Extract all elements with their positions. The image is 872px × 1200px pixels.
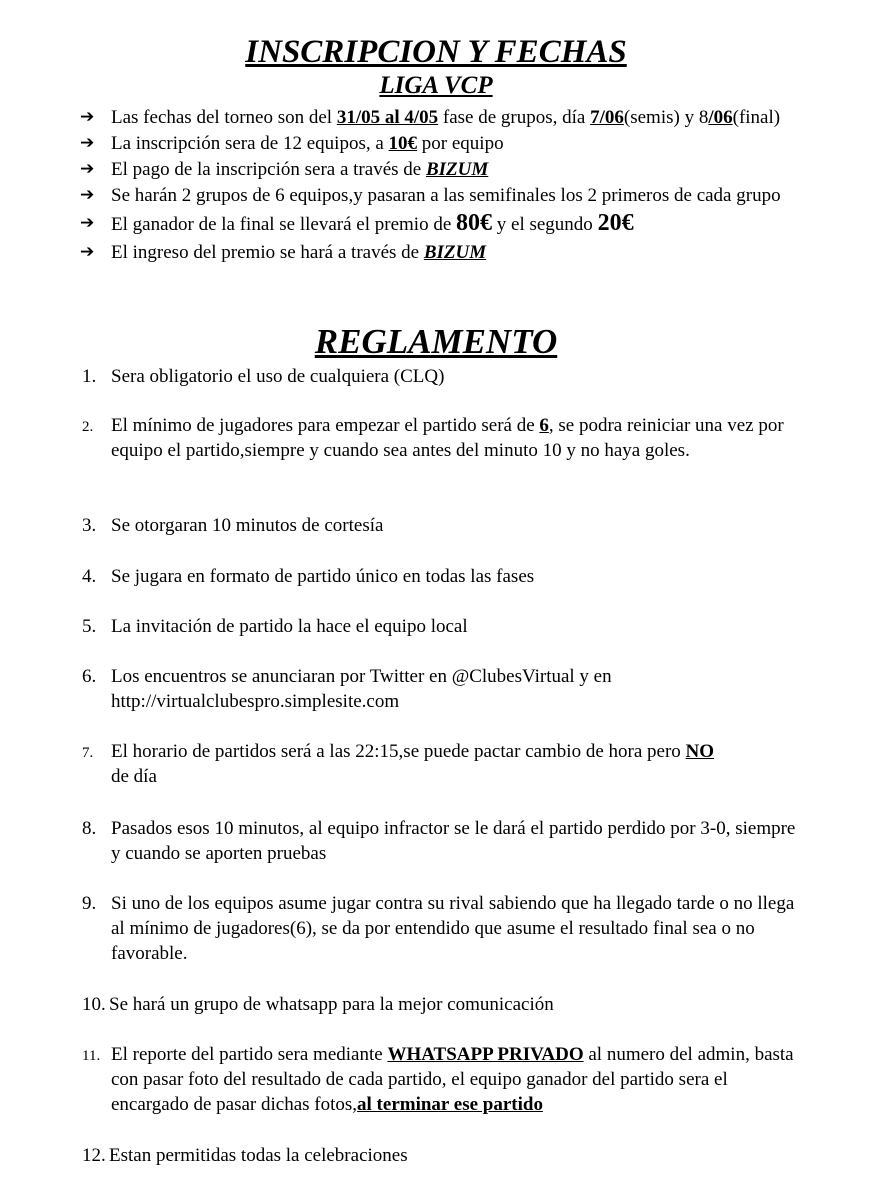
list-item: ➔ El ingreso del premio se hará a través de BIZUM — [80, 242, 487, 263]
info-list — [80, 105, 800, 266]
arrow-right-icon: ➔ — [80, 159, 95, 179]
rule-item-3: 3. Se otorgaran 10 minutos de cortesía — [82, 515, 384, 536]
rule-item-12: 12. Estan permitidas todas la celebraciones — [82, 1145, 408, 1166]
arrow-right-icon: ➔ — [80, 185, 95, 205]
arrow-right-icon: ➔ — [80, 133, 95, 153]
arrow-right-icon: ➔ — [80, 107, 95, 127]
list-item: ➔ El ganador de la final se llevará el premio de 80€ y el segundo 20€ — [80, 210, 634, 236]
list-item: ➔ El pago de la inscripción sera a través de BIZUM — [80, 159, 489, 180]
rule-item-1: 1. Sera obligatorio el uso de cualquiera (CLQ) — [82, 366, 445, 387]
rule-item-9: 9. Si uno de los equipos asume jugar contra su rival sabiendo que ha llegado tarde o no llega al mínimo de jugadores(6), se da por entendido que asume el resultado final sea o no favorable. — [82, 893, 795, 964]
rule-item-4: 4. Se jugara en formato de partido único en todas las fases — [82, 566, 535, 587]
rule-item-2: 2. El mínimo de jugadores para empezar el partido será de 6, se podra reiniciar una vez por equipo el partido,siempre y cuando sea antes del minuto 10 y no haya goles. — [82, 415, 784, 461]
rule-item-8: 8. Pasados esos 10 minutos, al equipo infractor se le dará el partido perdido por 3-0, siempre y cuando se aporten pruebas — [82, 818, 796, 864]
arrow-right-icon: ➔ — [80, 242, 95, 262]
rule-item-11: 11. El reporte del partido sera mediante WHATSAPP PRIVADO al numero del admin, basta con pasar foto del resultado de cada partido, el equipo ganador del partido sera el encargado de pasar dichas fotos,al terminar ese partido — [82, 1044, 794, 1115]
rules-title: REGLAMENTO — [314, 322, 558, 361]
rule-item-7: 7. El horario de partidos será a las 22:15,se puede pactar cambio de hora pero NO de día — [82, 741, 715, 787]
list-item: ➔ Las fechas del torneo son del 31/05 al 4/05 fase de grupos, día 7/06(semis) y 8/06(final) — [80, 107, 781, 128]
page-title: INSCRIPCION Y FECHAS — [245, 34, 627, 70]
league-subtitle: LIGA VCP — [379, 72, 493, 99]
rule-item-6: 6. Los encuentros se anunciaran por Twitter en @ClubesVirtual y en http://virtualclubespro.simplesite.com — [82, 666, 612, 712]
list-item: ➔ La inscripción sera de 12 equipos, a 10€ por equipo — [80, 133, 504, 154]
arrow-right-icon: ➔ — [80, 213, 95, 233]
rule-item-10: 10. Se hará un grupo de whatsapp para la mejor comunicación — [82, 994, 554, 1015]
website-url: http://virtualclubespro.simplesite.com — [111, 691, 400, 712]
rule-item-5: 5. La invitación de partido la hace el equipo local — [82, 616, 468, 637]
list-item: ➔ Se harán 2 grupos de 6 equipos,y pasaran a las semifinales los 2 primeros de cada grupo — [80, 185, 781, 206]
